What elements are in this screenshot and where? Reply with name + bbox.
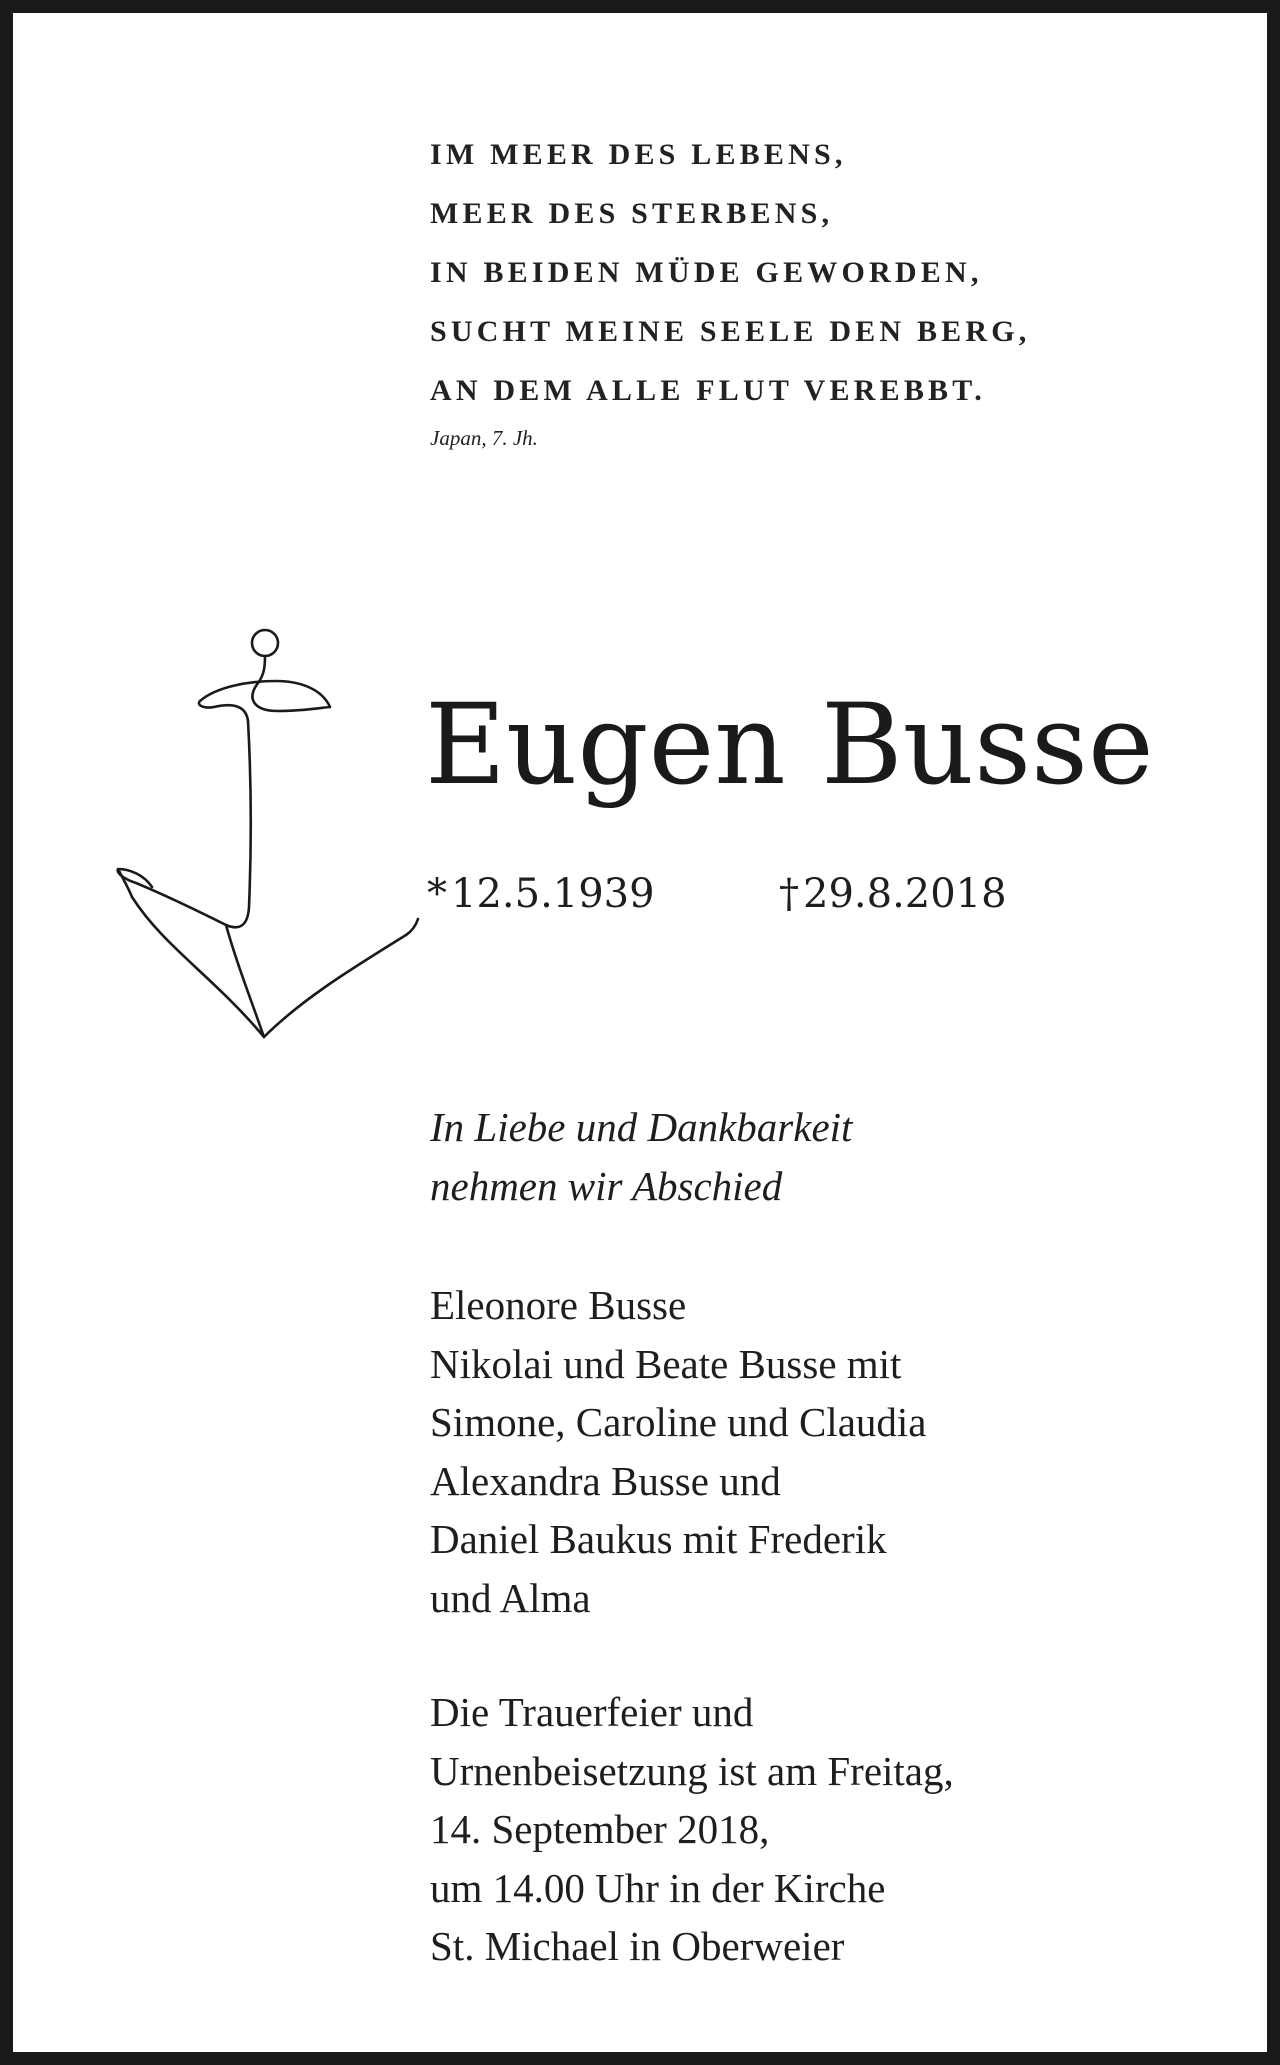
ceremony-details [430, 1683, 954, 1976]
mourners-list [430, 1276, 926, 1627]
ceremony-line: St. Michael in Oberweier [430, 1923, 845, 1969]
ceremony-line: 14. September 2018, [430, 1806, 770, 1852]
poem-line: IM MEER DES LEBENS, [430, 138, 847, 171]
anchor-icon [108, 625, 423, 1055]
mourner-line: und Alma [430, 1574, 591, 1621]
death-date [779, 869, 1007, 919]
farewell-line: nehmen wir Abschied [430, 1162, 783, 1209]
ceremony-line: um 14.00 Uhr in der Kirche [430, 1864, 886, 1911]
death-symbol: † [779, 871, 799, 917]
ceremony-line: Die Trauerfeier und [430, 1689, 754, 1735]
birth-date-value: 12.5.1939 [451, 871, 655, 917]
ceremony-line: Urnenbeisetzung ist am Freitag, [430, 1747, 954, 1794]
poem-source: Japan, 7. Jh. [430, 426, 538, 450]
birth-date [427, 869, 655, 919]
farewell-line: In Liebe und Dankbarkeit [430, 1104, 853, 1150]
mourner-line: Nikolai und Beate Busse mit [430, 1340, 902, 1387]
mourner-line: Eleonore Busse [430, 1282, 687, 1328]
poem-line: SUCHT MEINE SEELE DEN BERG, [430, 315, 1031, 348]
poem-line: MEER DES STERBENS, [430, 197, 834, 230]
death-date-value: 29.8.2018 [803, 871, 1007, 917]
mourner-line: Simone, Caroline und Claudia [430, 1399, 927, 1445]
deceased-name: Eugen Busse [425, 681, 1154, 810]
poem-line: IN BEIDEN MÜDE GEWORDEN, [430, 256, 983, 289]
farewell-text [430, 1098, 852, 1215]
birth-symbol: * [427, 871, 447, 917]
mourner-line: Daniel Baukus mit Frederik [430, 1516, 887, 1562]
poem [430, 125, 1210, 451]
poem-line: AN DEM ALLE FLUT VEREBBT. [430, 374, 986, 407]
mourner-line: Alexandra Busse und [430, 1457, 781, 1504]
